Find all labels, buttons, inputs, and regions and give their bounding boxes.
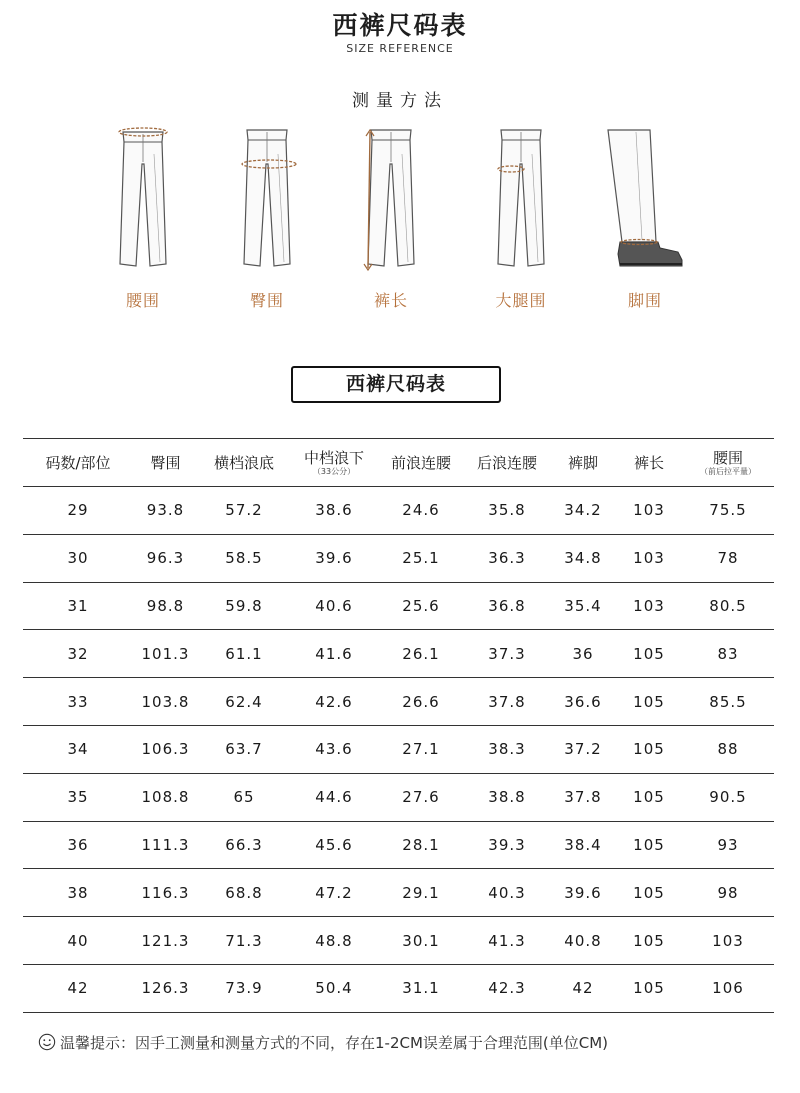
tip-note — [38, 1032, 778, 1053]
tip-text: 温馨提示：因手工测量和测量方式的不同，存在1-2CM误差属于合理范围(单位CM) — [60, 1034, 609, 1052]
pants-length-measure-icon — [346, 124, 436, 284]
pants-hip-measure-icon — [222, 124, 312, 284]
table-row: 31 98.8 59.8 40.6 25.6 36.8 35.4 103 80.5 — [23, 582, 774, 630]
figure-label-hem: 脚围 — [627, 291, 662, 310]
col-header-size: 码数/部位 — [45, 453, 111, 472]
size-table — [23, 438, 774, 1013]
table-header-row — [23, 439, 774, 487]
pants-thigh-measure-icon — [476, 124, 566, 284]
size-table-title: 西裤尺码表 — [291, 366, 501, 403]
figure-waist — [98, 124, 188, 324]
figure-hip — [222, 124, 312, 324]
figure-label-thigh: 大腿围 — [495, 291, 547, 310]
col-header-back-rise: 后浪连腰 — [476, 453, 537, 472]
figure-label-hip: 臀围 — [249, 291, 284, 310]
page-title: 西裤尺码表 — [332, 11, 468, 40]
pants-hem-measure-icon — [600, 124, 690, 284]
table-row: 34 106.3 63.7 43.6 27.1 38.3 37.2 105 88 — [23, 725, 774, 773]
figure-thigh — [476, 124, 566, 324]
smile-icon — [38, 1033, 56, 1051]
table-row: 33 103.8 62.4 42.6 26.6 37.8 36.6 105 85.5 — [23, 678, 774, 726]
col-header-front-rise: 前浪连腰 — [390, 453, 451, 472]
table-row: 42 126.3 73.9 50.4 31.1 42.3 42 105 106 — [23, 964, 774, 1012]
col-header-length: 裤长 — [633, 453, 664, 472]
col-header-hem: 裤脚 — [567, 453, 598, 472]
table-row: 29 93.8 57.2 38.6 24.6 35.8 34.2 103 75.5 — [23, 487, 774, 535]
figure-hem — [600, 124, 690, 324]
col-header-hip: 臀围 — [150, 453, 181, 472]
table-row: 36 111.3 66.3 45.6 28.1 39.3 38.4 105 93 — [23, 821, 774, 869]
table-row: 30 96.3 58.5 39.6 25.1 36.3 34.8 103 78 — [23, 534, 774, 582]
table-row: 38 116.3 68.8 47.2 29.1 40.3 39.6 105 98 — [23, 869, 774, 917]
figure-length — [346, 124, 436, 324]
col-header-waist: 腰围 （前后拉平量） — [700, 448, 756, 476]
measure-method-title: 测量方法 — [352, 91, 448, 111]
col-header-crotch-bottom: 横档浪底 — [213, 453, 274, 472]
pants-waist-measure-icon — [98, 124, 188, 284]
figure-label-waist: 腰围 — [125, 291, 160, 310]
table-row: 35 108.8 65 44.6 27.6 38.8 37.8 105 90.5 — [23, 773, 774, 821]
col-header-mid-thigh: 中档浪下 （33公分） — [303, 448, 364, 476]
table-row: 40 121.3 71.3 48.8 30.1 41.3 40.8 105 103 — [23, 917, 774, 965]
figure-label-length: 裤长 — [373, 291, 408, 310]
table-row: 32 101.3 61.1 41.6 26.1 37.3 36 105 83 — [23, 630, 774, 678]
page-subtitle: SIZE REFERENCE — [346, 42, 454, 55]
